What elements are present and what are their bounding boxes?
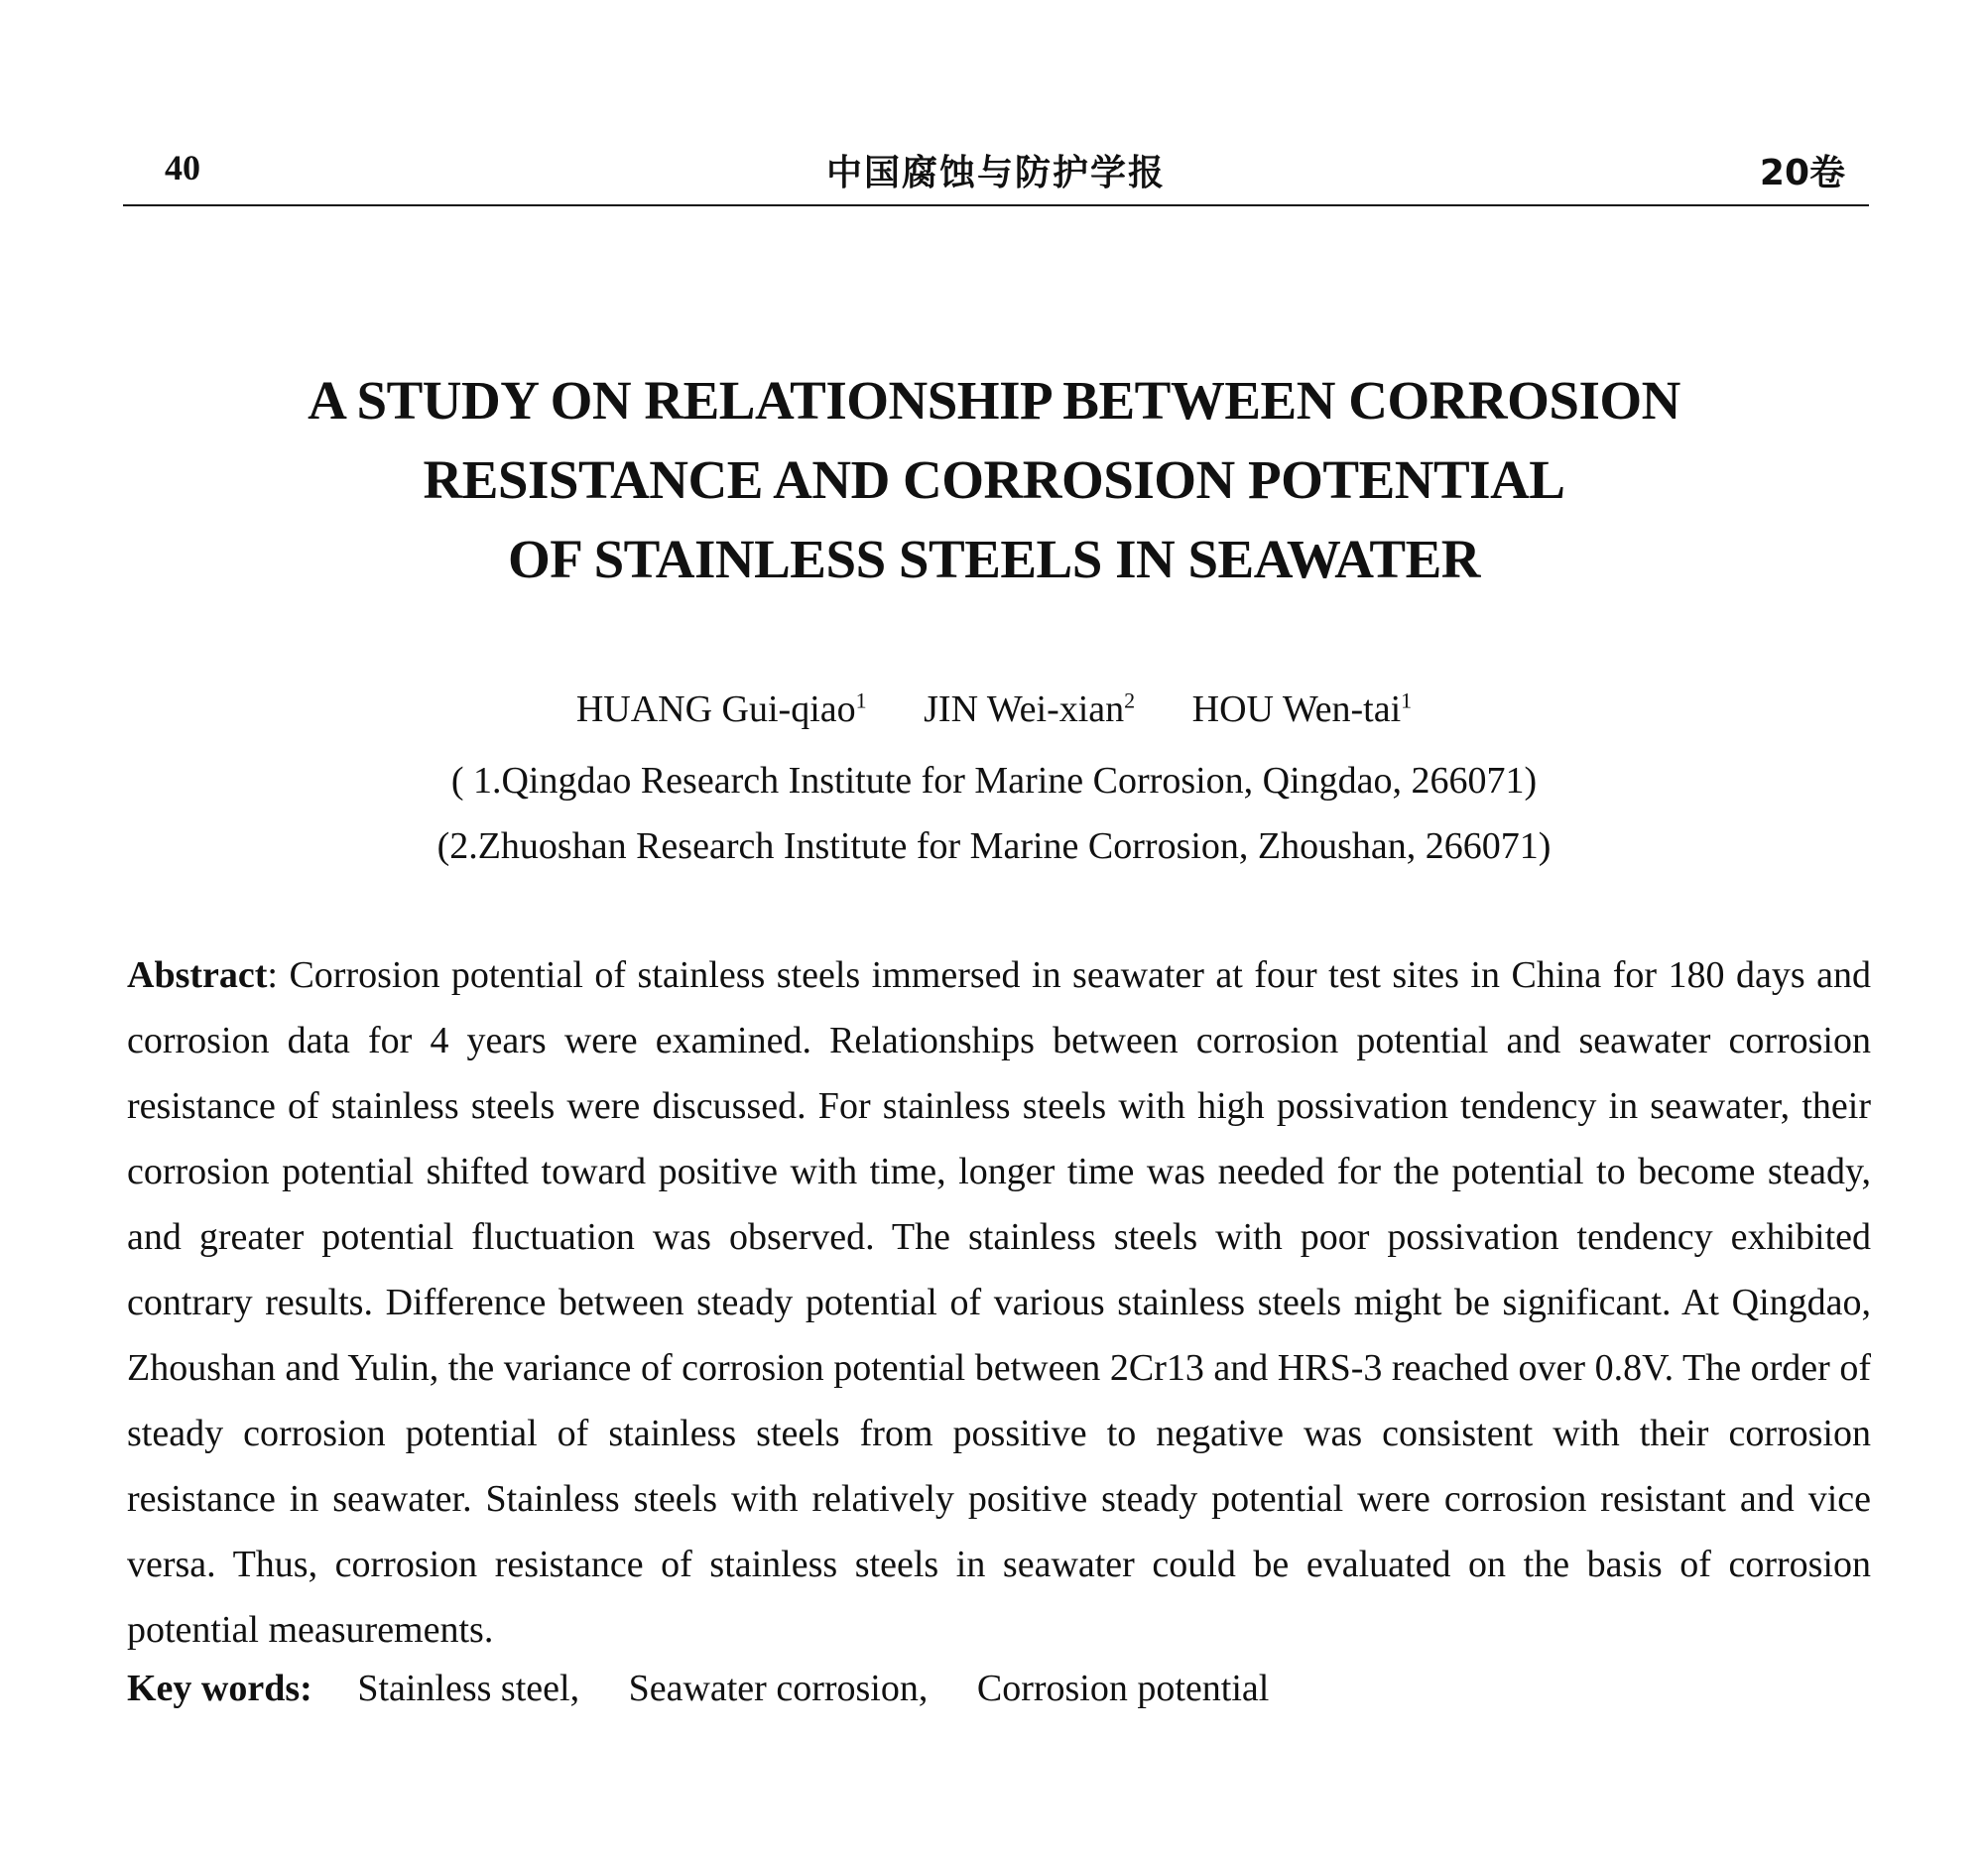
- keywords-label: Key words:: [127, 1668, 312, 1709]
- author-name: HOU Wen-tai: [1191, 688, 1402, 730]
- title-line: RESISTANCE AND CORROSION POTENTIAL: [423, 449, 1565, 510]
- author: [924, 684, 1135, 734]
- author-affil-marker: 1: [1401, 687, 1413, 713]
- page-number: 40: [165, 148, 200, 187]
- abstract: [127, 942, 1871, 1663]
- abstract-separator: :: [267, 954, 290, 996]
- keywords: [127, 1656, 1871, 1721]
- affiliation-list: [0, 748, 1988, 879]
- title-line: OF STAINLESS STEELS IN SEAWATER: [508, 529, 1480, 589]
- abstract-label: Abstract: [127, 954, 268, 996]
- author-name: HUANG Gui-qiao: [575, 688, 856, 730]
- keyword: Corrosion potential: [976, 1668, 1270, 1709]
- volume-label: 20卷: [1759, 153, 1845, 193]
- author: [576, 684, 867, 734]
- author-affil-marker: 1: [855, 687, 867, 713]
- affiliation: ( 1.Qingdao Research Institute for Marine Corrosion, Qingdao, 266071): [450, 760, 1538, 802]
- journal-name: 中国腐蚀与防护学报: [825, 153, 1166, 193]
- author-list: [0, 684, 1988, 734]
- running-header: [123, 139, 1869, 198]
- keyword: Seawater corrosion,: [628, 1668, 929, 1709]
- header-divider: [123, 204, 1869, 206]
- abstract-text: Corrosion potential of stainless steels immersed in seawater at four test sites in China for 180 days and corrosion data for 4 years were examined. Relationships between corrosion potential and seawater corrosion resistance of stainless steels were discussed. For stainless steels with high possivation tendency in seawater, their corrosion potential shifted toward positive with time, longer time was needed for the potential to become steady, and greater potential fluctuation was observed. The stainless steels with poor possivation tendency exhibited contrary results. Difference between steady potential of various stainless steels might be significant. At Qingdao, Zhoushan and Yulin, the variance of corrosion potential between 2Cr13 and HRS-3 reached over 0.8V. The order of steady corrosion potential of stainless steels from possitive to negative was consistent with their corrosion resistance in seawater. Stainless steels with relatively positive steady potential were corrosion resistant and vice versa. Thus, corrosion resistance of stainless steels in seawater could be evaluated on the basis of corrosion potential measurements.: [127, 954, 1871, 1651]
- author: [1192, 684, 1412, 734]
- affiliation: (2.Zhuoshan Research Institute for Marine Corrosion, Zhoushan, 266071): [436, 825, 1552, 867]
- author-affil-marker: 2: [1124, 687, 1136, 713]
- paper-title: [198, 361, 1790, 599]
- title-line: A STUDY ON RELATIONSHIP BETWEEN CORROSION: [308, 370, 1680, 431]
- author-name: JIN Wei-xian: [924, 688, 1125, 730]
- keyword: Stainless steel,: [357, 1668, 580, 1709]
